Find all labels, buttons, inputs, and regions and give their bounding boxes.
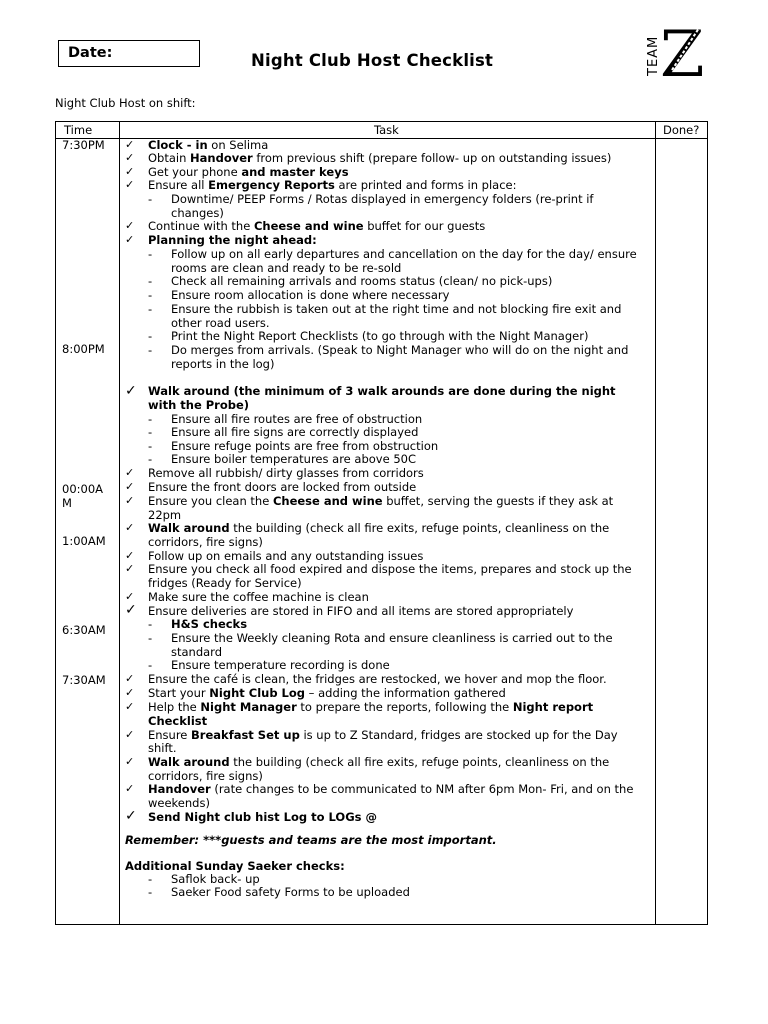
check-icon: ✓ [125,383,137,399]
task-line: Send Night club hist Log to LOGs @ [148,810,377,824]
task-line: Ensure you check all food expired and dispose the items, prepares and stock up the [148,562,632,576]
task-line: Ensure all Emergency Reports are printed and forms in place: [148,178,517,192]
dash-bullet: - [148,192,153,206]
dash-bullet: - [148,412,153,426]
task-line: Ensure room allocation is done where necessary [171,288,450,302]
task-line: H&S checks [171,617,248,631]
task-line: Walk around the building (check all fire exits, refuge points, cleanliness on the [148,755,610,769]
task-line: corridors, fire signs) [148,535,263,549]
dash-bullet: - [148,247,153,261]
check-icon: ✓ [125,672,135,685]
time-slot: 1:00AM [62,534,106,548]
dash-bullet: - [148,885,153,899]
date-field-box[interactable] [58,40,200,67]
task-line: reports in the log) [171,357,275,371]
task-line: Remove all rubbish/ dirty glasses from corridors [148,466,424,480]
host-on-shift-label: Night Club Host on shift: [55,96,196,110]
task-line: Do merges from arrivals. (Speak to Night Manager who will do on the night and [171,343,629,357]
dash-bullet: - [148,872,153,886]
dash-bullet: - [148,274,153,288]
check-icon: ✓ [125,700,135,713]
task-line: shift. [148,741,177,755]
time-slot: 7:30PM [62,138,105,152]
check-icon: ✓ [125,233,135,246]
task-line: Ensure Breakfast Set up is up to Z Standard, fridges are stocked up for the Day [148,728,618,742]
task-line: Ensure the rubbish is taken out at the right time and not blocking fire exit and [171,302,622,316]
sunday-checks-title: Additional Sunday Saeker checks: [125,859,345,873]
task-line: Ensure temperature recording is done [171,658,390,672]
check-icon: ✓ [125,549,135,562]
dash-bullet: - [148,329,153,343]
task-line: Walk around the building (check all fire exits, refuge points, cleanliness on the [148,521,610,535]
task-line: changes) [171,206,224,220]
task-line: Ensure refuge points are free from obstruction [171,439,439,453]
task-line: Help the Night Manager to prepare the reports, following the Night report [148,700,594,714]
col-header-task: Task [374,123,399,137]
task-line: Continue with the Cheese and wine buffet for our guests [148,219,486,233]
check-icon: ✓ [125,602,137,618]
check-icon: ✓ [125,808,137,824]
check-icon: ✓ [125,219,135,232]
date-label: Date: [68,45,113,61]
task-line: Walk around (the minimum of 3 walk arounds are done during the night [148,384,616,398]
task-line: rooms are clean and ready to be re-sold [171,261,402,275]
reminder-note: Remember: ***guests and teams are the most important. [125,833,497,847]
dash-bullet: - [148,288,153,302]
task-line: 22pm [148,508,182,522]
task-line: Handover (rate changes to be communicated to NM after 6pm Mon- Fri, and on the [148,782,634,796]
task-line: standard [171,645,223,659]
task-line: Checklist [148,714,208,728]
task-line: Ensure you clean the Cheese and wine buffet, serving the guests if they ask at [148,494,614,508]
dash-bullet: - [148,452,153,466]
task-line: Ensure the front doors are locked from outside [148,480,417,494]
time-slot: 8:00PM [62,342,105,356]
task-line: corridors, fire signs) [148,769,263,783]
task-line: Follow up on all early departures and cancellation on the day for the day/ ensure [171,247,637,261]
check-icon: ✓ [125,590,135,603]
task-line: Ensure deliveries are stored in FIFO and all items are stored appropriately [148,604,574,618]
task-line: Ensure all fire routes are free of obstruction [171,412,423,426]
check-icon: ✓ [125,521,135,534]
task-line: Saeker Food safety Forms to be uploaded [171,885,410,899]
dash-bullet: - [148,658,153,672]
dash-bullet: - [148,439,153,453]
task-line: Start your Night Club Log – adding the information gathered [148,686,506,700]
task-line: Ensure all fire signs are correctly displayed [171,425,419,439]
dash-bullet: - [148,343,153,357]
col-header-time: Time [64,123,93,137]
dash-bullet: - [148,631,153,645]
task-line: Print the Night Report Checklists (to go through with the Night Manager) [171,329,589,343]
check-icon: ✓ [125,494,135,507]
task-line: Clock - in on Selima [148,138,269,152]
check-icon: ✓ [125,480,135,493]
logo-vertical-text: TEAM [646,35,661,76]
check-icon: ✓ [125,728,135,741]
time-slot: M [62,496,72,510]
dash-bullet: - [148,302,153,316]
time-slot: 7:30AM [62,673,106,687]
task-line: Ensure the Weekly cleaning Rota and ensure cleanliness is carried out to the [171,631,613,645]
task-line: other road users. [171,316,270,330]
page-title: Night Club Host Checklist [251,51,494,70]
dash-bullet: - [148,425,153,439]
col-header-done: Done? [663,123,700,137]
dash-bullet: - [148,617,153,631]
task-line: with the Probe) [148,398,250,412]
check-icon: ✓ [125,151,135,164]
check-icon: ✓ [125,165,135,178]
check-icon: ✓ [125,782,135,795]
task-line: Planning the night ahead: [148,233,317,247]
team-z-logo [644,18,716,78]
task-line: fridges (Ready for Service) [148,576,302,590]
task-line: Ensure boiler temperatures are above 50C [171,452,416,466]
logo-letter: Z [660,18,705,78]
task-line: Get your phone and master keys [148,165,349,179]
task-line: weekends) [148,796,210,810]
check-icon: ✓ [125,755,135,768]
check-icon: ✓ [125,686,135,699]
check-icon: ✓ [125,138,135,151]
task-line: Saflok back- up [171,872,260,886]
check-icon: ✓ [125,466,135,479]
check-icon: ✓ [125,178,135,191]
task-line: Make sure the coffee machine is clean [148,590,369,604]
check-icon: ✓ [125,562,135,575]
time-slot: 6:30AM [62,623,106,637]
task-line: Downtime/ PEEP Forms / Rotas displayed in emergency folders (re-print if [171,192,594,206]
task-line: Obtain Handover from previous shift (prepare follow- up on outstanding issues) [148,151,612,165]
task-line: Ensure the café is clean, the fridges are restocked, we hover and mop the floor. [148,672,607,686]
time-slot: 00:00A [62,482,104,496]
task-line: Check all remaining arrivals and rooms status (clean/ no pick-ups) [171,274,553,288]
task-line: Follow up on emails and any outstanding issues [148,549,424,563]
